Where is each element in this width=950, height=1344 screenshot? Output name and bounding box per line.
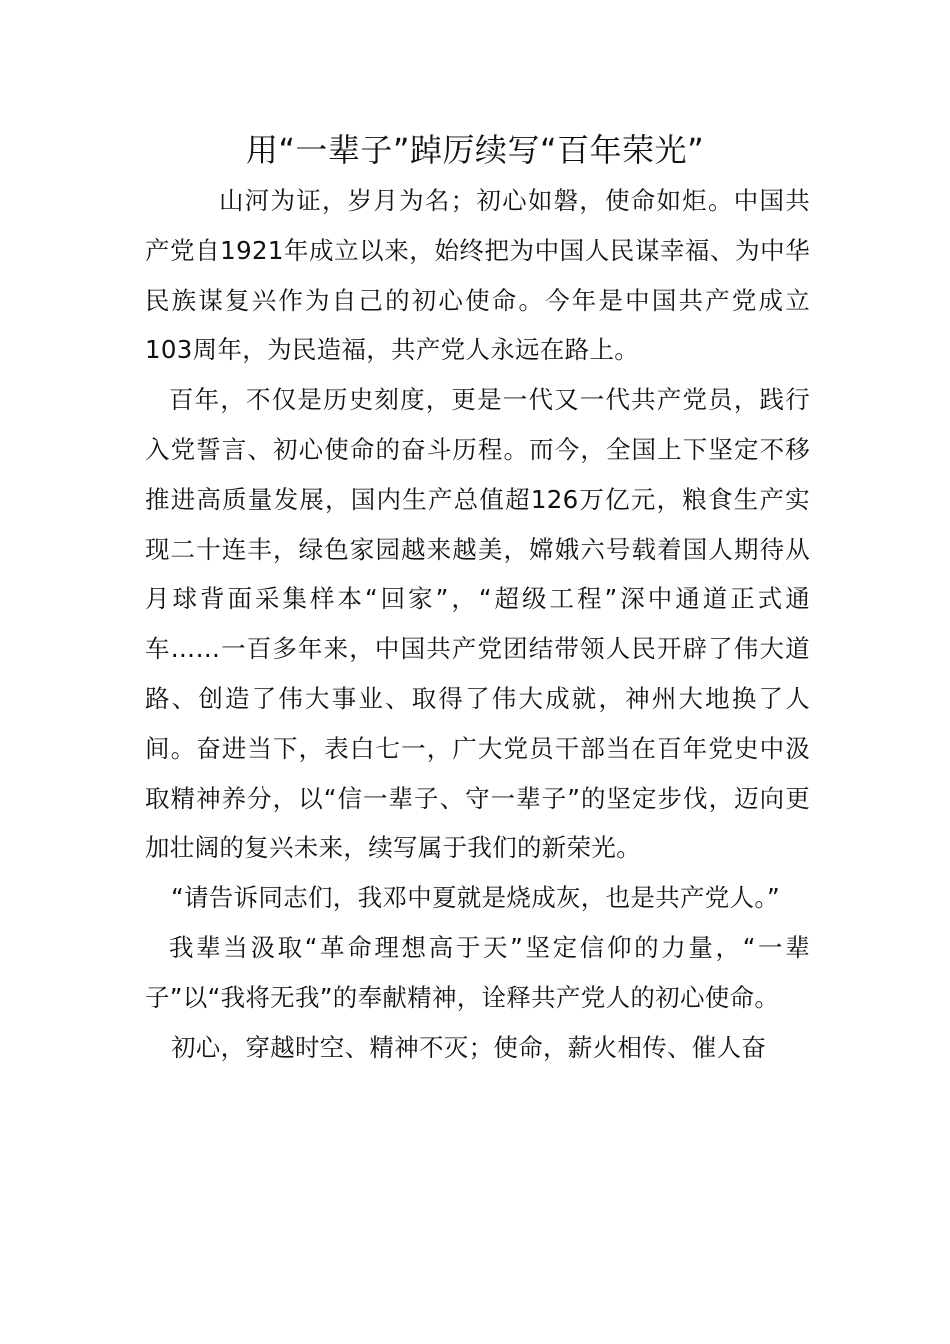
paragraph-century: 百年，不仅是历史刻度，更是一代又一代共产党员，践行入党誓言、初心使命的奋斗历程。而今，全国上下坚定不移推进高质量发展，国内生产总值超126万亿元，粮食生产实现二十连丰，绿色家园越来越美，嫦娥六号载着国人期待从月球背面采集样本“回家”，“超级工程”深中通道正式通车……一百多年来，中国共产党团结带领人民开辟了伟大道路、创造了伟大事业、取得了伟大成就，神州大地换了人间。奋进当下，表白七一，广大党员干部当在百年党史中汲取精神养分，以“信一辈子、守一辈子”的坚定步伐，迈向更加壮阔的复兴未来，续写属于我们的新荣光。 xyxy=(145,385,810,863)
paragraph-faith: 我辈当汲取“革命理想高于天”坚定信仰的力量，“一辈子”以“我将无我”的奉献精神，诠释共产党人的初心使命。 xyxy=(145,932,810,1012)
paragraph-intro: 山河为证，岁月为名；初心如磐，使命如炬。中国共产党自1921年成立以来，始终把为中国人民谋幸福、为中华民族谋复兴作为自己的初心使命。今年是中国共产党成立103周年，为民造福，共产党人永远在路上。 xyxy=(145,186,810,365)
paragraph-mission: 初心，穿越时空、精神不灭；使命，薪火相传、催人奋 xyxy=(171,1032,767,1062)
paragraph-quote: “请告诉同志们，我邓中夏就是烧成灰，也是共产党人。” xyxy=(171,883,780,913)
document-body xyxy=(145,176,810,1072)
document-title: 用“一辈子”踔厉续写“百年荣光” xyxy=(245,131,705,169)
